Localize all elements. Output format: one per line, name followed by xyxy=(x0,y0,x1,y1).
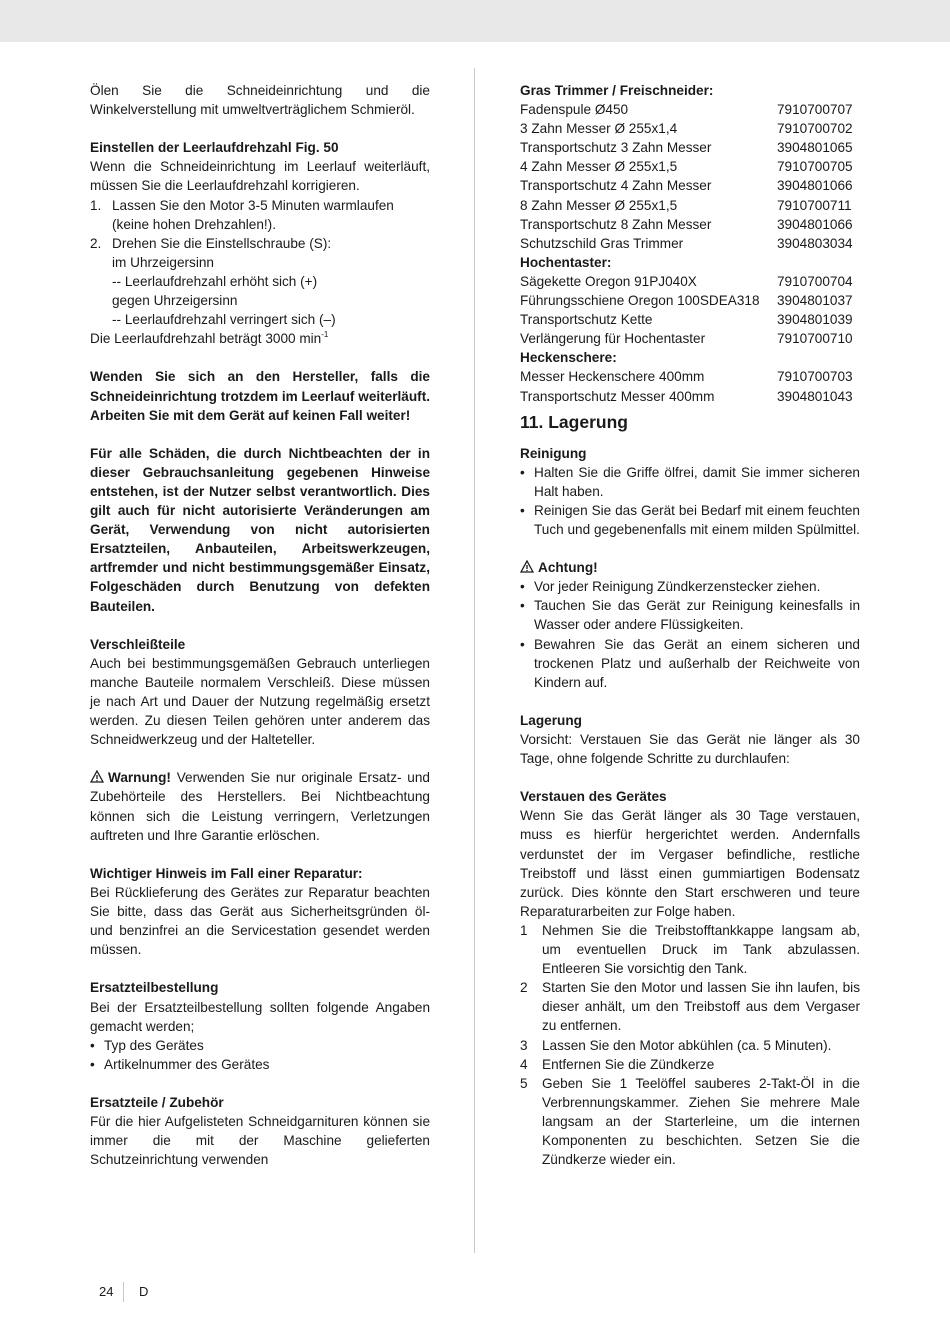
warning-paragraph xyxy=(90,768,430,844)
leerlauf-text: Wenn die Schneideinrichtung im Leerlauf weiterläuft, müssen Sie die Leerlaufdrehzahl korrigieren. xyxy=(90,159,430,194)
parts-row xyxy=(520,310,860,329)
part-name: Verlängerung für Hochentaster xyxy=(520,331,706,347)
warning-icon xyxy=(90,770,104,783)
verstauen-text: Wenn Sie das Gerät länger als 30 Tage verstauen, muss es hierfür hergerichtet werden. Andernfalls verdunstet der im Vergaser befindliche, restliche Treibstoff und lässt einen gummiartigen Bodensatz zurück. Dies könnte den Start erschweren und teure Reparaturarbeiten zur Folge haben. xyxy=(520,808,860,919)
reinigung-heading: Reinigung xyxy=(520,445,587,461)
part-number: 7910700704 xyxy=(777,273,853,289)
list-item-text: Reinigen Sie das Gerät bei Bedarf mit einem feuchten Tuch und gegebenenfalls mit einem milden Spülmittel. xyxy=(534,502,860,537)
part-name: Messer Heckenschere 400mm xyxy=(520,369,705,385)
parts-row xyxy=(520,176,860,195)
parts-row xyxy=(520,367,860,386)
list-item: • Halten Sie die Griffe ölfrei, damit Sie immer sicheren Halt haben. xyxy=(520,463,860,501)
list-item: • Tauchen Sie das Gerät zur Reinigung keinesfalls in Wasser oder andere Flüssigkeiten. xyxy=(520,596,860,634)
step-number: 1 xyxy=(520,922,528,938)
verstauen-heading: Verstauen des Gerätes xyxy=(520,789,667,805)
warning-icon xyxy=(520,560,534,573)
parts-row xyxy=(520,272,860,291)
part-number: 3904803034 xyxy=(777,235,853,251)
list-item-text: Artikelnummer des Gerätes xyxy=(104,1056,270,1072)
reinigung-list xyxy=(520,463,860,539)
leerlauf-steps xyxy=(90,196,430,330)
part-name: Fadenspule Ø450 xyxy=(520,102,629,118)
part-name: Schutzschild Gras Trimmer xyxy=(520,235,684,251)
step-item xyxy=(90,196,430,234)
part-number: 3904801065 xyxy=(777,140,853,156)
part-name: Sägekette Oregon 91PJ040X xyxy=(520,273,697,289)
list-item-text: Typ des Gerätes xyxy=(104,1037,204,1053)
manufacturer-notice: Wenden Sie sich an den Hersteller, falls die Schneideinrichtung trotzdem im Leerlauf weiterläuft. Arbeiten Sie mit dem Gerät auf keinen Fall weiter! xyxy=(90,369,430,423)
parts-section-heading: Gras Trimmer / Freischneider: xyxy=(520,83,714,98)
verstauen-steps xyxy=(520,921,860,1169)
step-line: Drehen Sie die Einstellschraube (S): xyxy=(112,235,332,251)
part-number: 7910700707 xyxy=(777,102,853,118)
parts-section-row xyxy=(520,81,860,100)
section-title-lagerung: 11. Lagerung xyxy=(520,411,628,432)
step-line: -- Leerlaufdrehzahl verringert sich (–) xyxy=(112,312,336,328)
achtung-list xyxy=(520,577,860,692)
warning-label: Warnung! xyxy=(108,770,171,786)
step-number: 3 xyxy=(520,1037,528,1053)
parts-table xyxy=(520,81,860,406)
list-item: • Bewahren Sie das Gerät an einem sicheren und trockenen Platz und außerhalb der Reichweite von Kindern auf. xyxy=(520,635,860,692)
step-number: 2. xyxy=(90,235,102,251)
warning-text: Verwenden Sie nur originale Ersatz- und Zubehörteile des Herstellers. Bei Nichtbeachtung können sich die Leistung verringern, Verletzungen auftreten und Ihre Garantie erlöschen. xyxy=(90,770,430,843)
leerlauf-heading: Einstellen der Leerlaufdrehzahl Fig. 50 xyxy=(90,140,339,156)
liability-notice: Für alle Schäden, die durch Nichtbeachten der in dieser Gebrauchsanleitung gegebenen Hinweise entstehen, ist der Nutzer selbst verantwortlich. Dies gilt auch für nicht autorisierte Veränderungen am Gerät, Verwendung von nicht autorisierten Ersatzteilen, Anbauteilen, Arbeitswerkzeugen, artfremder und nicht bestimmungsgemäßer Einsatz, Folgeschäden durch Benutzung von defekten Bauteilen. xyxy=(90,445,430,614)
step-number: 2 xyxy=(520,980,528,996)
step-text: Geben Sie 1 Teelöffel sauberes 2-Takt-Öl in die Verbrennungskammer. Ziehen Sie mehrere Male langsam an der Starterleine, um die internen Komponenten zu beschichten. Setzen Sie die Zündkerze wieder ein. xyxy=(542,1075,860,1168)
language-code: D xyxy=(139,1284,149,1299)
verschleiss-heading: Verschleißteile xyxy=(90,636,186,652)
rpm-value: Die Leerlaufdrehzahl beträgt 3000 min xyxy=(90,331,322,347)
parts-row xyxy=(520,196,860,215)
step-item xyxy=(520,1074,860,1169)
part-number: 7910700703 xyxy=(777,369,853,385)
part-number: 3904801039 xyxy=(777,312,853,328)
rpm-superscript: -1 xyxy=(321,330,329,340)
parts-row xyxy=(520,119,860,138)
parts-row xyxy=(520,215,860,234)
achtung-label: Achtung! xyxy=(538,560,598,576)
lagerung-text: Vorsicht: Verstauen Sie das Gerät nie länger als 30 Tage, ohne folgende Schritte zu durchlaufen: xyxy=(520,732,860,767)
part-name: 8 Zahn Messer Ø 255x1,5 xyxy=(520,197,678,213)
page-number: 24 xyxy=(99,1284,114,1299)
right-column xyxy=(520,81,860,1169)
step-number: 4 xyxy=(520,1056,528,1072)
part-name: Transportschutz Messer 400mm xyxy=(520,388,715,404)
list-item: • Reinigen Sie das Gerät bei Bedarf mit einem feuchten Tuch und gegebenenfalls mit einem milden Spülmittel. xyxy=(520,501,860,539)
part-number: 3904801066 xyxy=(777,178,853,194)
part-name: Führungsschiene Oregon 100SDEA318 xyxy=(520,293,760,309)
parts-row xyxy=(520,234,860,253)
part-name: 3 Zahn Messer Ø 255x1,4 xyxy=(520,121,678,137)
zubehoer-text: Für die hier Aufgelisteten Schneidgarnituren können sie immer die mit der Maschine gelieferten Schutzeinrichtung verwenden xyxy=(90,1114,430,1168)
list-item-text: Halten Sie die Griffe ölfrei, damit Sie immer sicheren Halt haben. xyxy=(534,464,860,499)
parts-row xyxy=(520,138,860,157)
part-name: Transportschutz Kette xyxy=(520,312,653,328)
lagerung-heading: Lagerung xyxy=(520,712,582,728)
bestellung-list xyxy=(90,1036,430,1074)
step-item xyxy=(520,978,860,1035)
step-item xyxy=(90,234,430,329)
step-line: (keine hohen Drehzahlen!). xyxy=(112,216,276,232)
part-number: 7910700710 xyxy=(777,331,853,347)
part-number: 3904801043 xyxy=(777,388,853,404)
parts-section-heading: Hochentaster: xyxy=(520,254,612,270)
zubehoer-heading: Ersatzteile / Zubehör xyxy=(90,1094,224,1110)
parts-section-row xyxy=(520,253,860,272)
step-item xyxy=(520,1055,860,1074)
part-number: 7910700702 xyxy=(777,121,853,137)
rpm-text xyxy=(90,329,430,348)
achtung-heading xyxy=(520,558,860,577)
step-text: Starten Sie den Motor und lassen Sie ihn laufen, bis dieser anhält, um den Treibstoff aus dem Vergaser zu entfernen. xyxy=(542,980,860,1034)
list-item-text: Vor jeder Reinigung Zündkerzenstecker ziehen. xyxy=(534,579,821,595)
parts-row xyxy=(520,329,860,348)
step-line: im Uhrzeigersinn xyxy=(112,254,214,270)
step-line: Lassen Sie den Motor 3-5 Minuten warmlaufen xyxy=(112,197,394,213)
part-number: 7910700711 xyxy=(777,197,852,213)
list-item: • Artikelnummer des Gerätes xyxy=(90,1055,430,1074)
reparatur-text: Bei Rücklieferung des Gerätes zur Reparatur beachten Sie bitte, dass das Gerät aus Sicherheitsgründen öl- und benzinfrei an die Servicestation gesendet werden müssen. xyxy=(90,884,430,958)
bestellung-text: Bei der Ersatzteilbestellung sollten folgende Angaben gemacht werden; xyxy=(90,999,430,1034)
verschleiss-text: Auch bei bestimmungsgemäßen Gebrauch unterliegen manche Bauteile normalem Verschleiß. Diese müssen je nach Art und Dauer der Nutzung regelmäßig ersetzt werden. Zu diesen Teilen gehören unter anderem das Schneidwerkzeug und der Halteteller. xyxy=(90,655,430,748)
list-item-text: Bewahren Sie das Gerät an einem sicheren und trockenen Platz und außerhalb der Reichweite von Kindern auf. xyxy=(534,636,860,690)
bestellung-heading: Ersatzteilbestellung xyxy=(90,980,219,996)
reparatur-heading: Wichtiger Hinweis im Fall einer Reparatur: xyxy=(90,865,363,881)
part-number: 7910700705 xyxy=(777,159,853,175)
list-item: • Vor jeder Reinigung Zündkerzenstecker ziehen. xyxy=(520,577,860,596)
left-column xyxy=(90,81,430,1169)
footer-divider xyxy=(123,1282,124,1302)
step-line: gegen Uhrzeigersinn xyxy=(112,293,238,309)
part-number: 3904801066 xyxy=(777,216,853,232)
part-name: Transportschutz 8 Zahn Messer xyxy=(520,216,712,232)
parts-row xyxy=(520,387,860,406)
list-item-text: Tauchen Sie das Gerät zur Reinigung keinesfalls in Wasser oder andere Flüssigkeiten. xyxy=(534,598,860,633)
parts-row xyxy=(520,291,860,310)
parts-row xyxy=(520,157,860,176)
part-name: Transportschutz 3 Zahn Messer xyxy=(520,140,712,156)
part-name: Transportschutz 4 Zahn Messer xyxy=(520,178,712,194)
step-number: 5 xyxy=(520,1075,528,1091)
top-bar xyxy=(0,0,950,42)
list-item: • Typ des Gerätes xyxy=(90,1036,430,1055)
step-text: Lassen Sie den Motor abkühlen (ca. 5 Minuten). xyxy=(542,1037,832,1053)
intro-text: Ölen Sie die Schneideinrichtung und die Winkelverstellung mit umweltverträglichem Schmieröl. xyxy=(90,83,430,118)
column-divider xyxy=(474,68,475,1253)
step-item xyxy=(520,921,860,978)
step-text: Nehmen Sie die Treibstofftankkappe langsam ab, um eventuellen Druck im Tank abzulassen. Entleeren Sie vorsichtig den Tank. xyxy=(542,922,860,977)
step-text: Entfernen Sie die Zündkerze xyxy=(542,1056,715,1072)
step-line: -- Leerlaufdrehzahl erhöht sich (+) xyxy=(112,273,318,289)
parts-row xyxy=(520,100,860,119)
part-number: 3904801037 xyxy=(777,293,853,309)
step-item xyxy=(520,1036,860,1055)
parts-section-heading: Heckenschere: xyxy=(520,350,617,366)
parts-section-row xyxy=(520,348,860,367)
part-name: 4 Zahn Messer Ø 255x1,5 xyxy=(520,159,678,175)
step-number: 1. xyxy=(90,197,102,213)
